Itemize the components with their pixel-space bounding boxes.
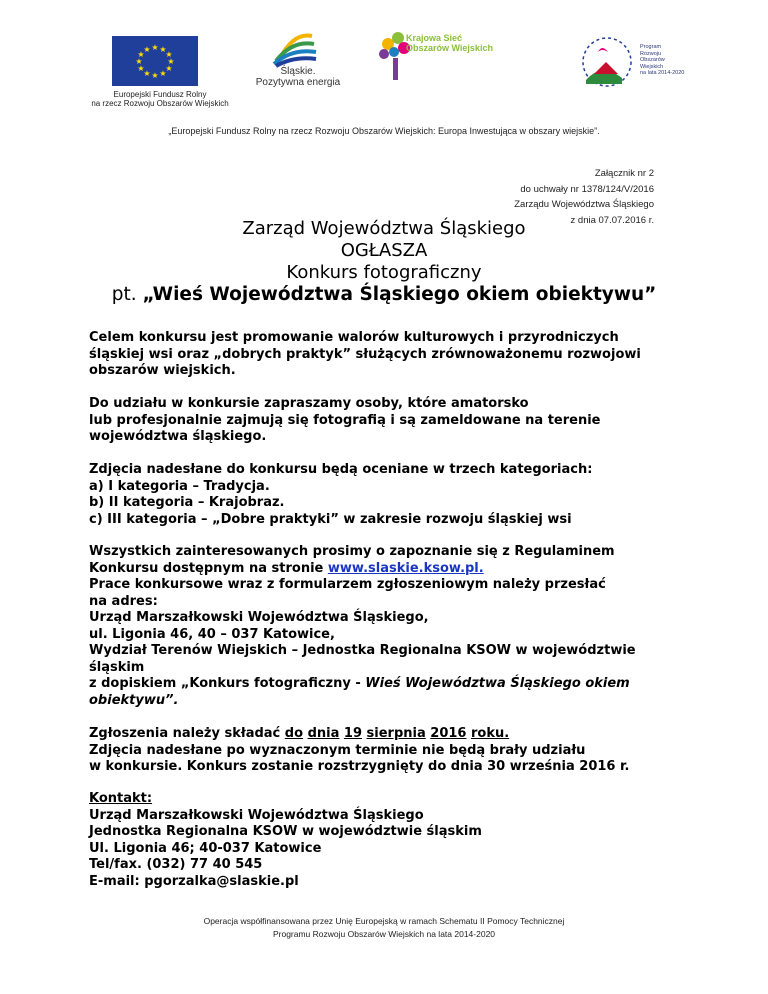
slaskie-caption: Śląskie. Pozytywna energia [255,66,341,88]
ksow-caption: Krajowa Sieć Obszarów Wiejskich [406,33,493,53]
eu-slogan: „Europejski Fundusz Rolny na rzecz Rozwoju Obszarów Wiejskich: Europa Inwestująca w obszary wiejskie”. [168,126,600,136]
title-announces: OGŁASZA [340,240,428,261]
svg-text:★: ★ [165,50,173,59]
category-item: c) III kategoria – „Dobre praktyki” w zakresie rozwoju śląskiej wsi [89,511,572,527]
category-item: b) II kategoria – Krajobraz. [89,495,285,510]
contact-email: E-mail: pgorzalka@slaskie.pl [89,873,299,889]
submission-paragraph: Wszystkich zainteresowanych prosimy o zapoznanie się z Regulaminem Konkursu dostępnym na stronie www.slaskie.ksow.pl. Prace konkursowe wraz z formularzem zgłoszeniowym należy przesłać na adres: Urząd Marszałkowski Województwa Śląskiego, ul. Ligonia 46, 40 – 037 Katowice, Wydział Terenów Wiejskich – Jednostka Regionalna KSOW w województwie śląskim z dopiskiem „Konkurs fotograficzny - Wieś Województwa Śląskiego okiem obiektywu”. [89,544,636,708]
svg-text:★: ★ [143,69,151,78]
categories-paragraph: Zdjęcia nadesłane do konkursu będą oceniane w trzech kategoriach: a) I kategoria – Tradycja. b) II kategoria – Krajobraz. c) III kategoria – „Dobre praktyki” w zakresie rozwoju śląskiej wsi [89,462,674,528]
regulations-link[interactable]: www.slaskie.ksow.pl. [327,560,484,576]
contact-block: Kontakt: Urząd Marszałkowski Województwa Śląskiego Jednostka Regionalna KSOW w województwie śląskim Ul. Ligonia 46; 40-037 Katowice Tel/fax. (032) 77 40 545 E-mail: pgorzalka@slaskie.pl [89,791,674,890]
footer-note: Operacja współfinansowana przez Unię Europejską w ramach Schematu II Pomocy Technicznej Programu Rozwoju Obszarów Wiejskich na lata 2014-2020 [203,916,565,939]
svg-text:★: ★ [159,45,167,54]
svg-text:★: ★ [167,57,175,66]
svg-text:★: ★ [137,50,145,59]
annex-note: Załącznik nr 2 do uchwały nr 1378/124/V/2016 Zarządu Województwa Śląskiego z dnia 07.07.2016 r. [514,168,654,226]
prow-logo [572,32,642,90]
participation-paragraph: Do udziału w konkursie zapraszamy osoby, które amatorsko lub profesjonalnie zajmują się fotografią i są zameldowane na terenie województwa śląskiego. [89,396,601,444]
contest-name: pt. „Wieś Województwa Śląskiego okiem obiektywu” [111,284,657,305]
svg-text:★: ★ [135,57,143,66]
contact-label: Kontakt: [89,791,153,806]
svg-text:★: ★ [151,43,159,52]
eu-fund-caption: Europejski Fundusz Rolny na rzecz Rozwoju Obszarów Wiejskich [91,90,229,108]
slaskie-waves-icon [246,28,342,68]
eu-stars-icon [112,36,198,86]
title-contest: Konkurs fotograficzny [286,262,482,283]
deadline-paragraph: Zgłoszenia należy składać do dnia 19 sierpnia 2016 roku. Zdjęcia nadesłane po wyznaczonym terminie nie będą brały udziału w konkursie. Konkurs zostanie rozstrzygnięty do dnia 30 września 2016 r. [89,726,630,774]
purpose-paragraph: Celem konkursu jest promowanie walorów kulturowych i przyrodniczych śląskiej wsi oraz „dobrych praktyk” służących zrównoważonemu rozwojowi obszarów wiejskich. [89,330,641,378]
title-board: Zarząd Województwa Śląskiego [242,218,526,239]
svg-text:★: ★ [159,69,167,78]
svg-text:★: ★ [165,64,173,73]
category-item: a) I kategoria – Tradycja. [89,478,270,494]
prow-emblem-icon [572,32,642,90]
svg-text:★: ★ [151,71,159,80]
prow-caption: Program Rozwoju Obszarów Wiejskich na lata 2014-2020 [640,44,685,76]
svg-text:★: ★ [137,64,145,73]
svg-text:★: ★ [143,45,151,54]
eu-flag-logo [112,36,198,86]
